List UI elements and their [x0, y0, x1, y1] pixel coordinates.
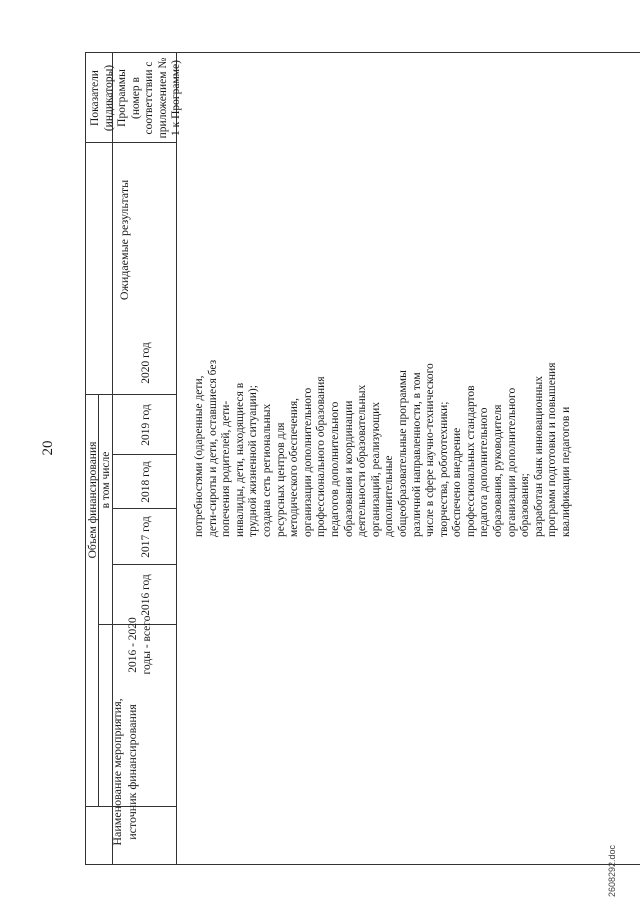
header-year-2019: 2019 год [140, 404, 152, 446]
result-line: дополнительные [383, 455, 396, 537]
result-line: квалификации педагогов и [560, 406, 573, 537]
result-line: образования; [519, 473, 532, 537]
result-line: организаций, реализующих [369, 402, 382, 537]
header-year-2020: 2020 год [140, 342, 152, 384]
result-line: деятельности образовательных [356, 384, 369, 537]
result-line: инвалиды, дети, находящиеся в [233, 382, 246, 537]
header-indicators: Показатели (индикаторы) Программы (номер в соответствии с приложением № 1 к Программе) [89, 57, 182, 139]
result-line: обеспечено внедрение [451, 427, 464, 537]
result-line: создана сеть региональных [260, 403, 273, 537]
page-number: 20 [40, 440, 56, 456]
result-line: организации дополнительного [301, 387, 314, 537]
result-line: трудной жизненной ситуации); [247, 385, 260, 537]
result-line: организации дополнительного [505, 387, 518, 537]
header-year-2017: 2017 год [140, 516, 152, 558]
col-sep-results [85, 142, 176, 143]
result-line: методического обеспечения, [288, 397, 301, 537]
result-line: разработан банк инновационных [532, 375, 545, 537]
document-code: 2608292.doc [607, 844, 617, 897]
result-line: образования и координации [342, 400, 355, 537]
header-year-2018: 2018 год [140, 461, 152, 503]
header-event-name: Наименование мероприятия, источник финансирования [110, 698, 139, 846]
table-border-right [85, 52, 640, 53]
table-rule-header-bottom [176, 53, 177, 865]
result-line: педагога дополнительного [478, 407, 491, 537]
result-line: образования, руководителя [492, 404, 505, 537]
result-line: творчества, робототехники; [437, 401, 450, 537]
header-including: в том числе [100, 451, 112, 509]
result-line: педагогов дополнительного [328, 401, 341, 537]
result-line: попечения родителей, дети- [220, 400, 233, 537]
header-expected-results: Ожидаемые результаты [117, 179, 131, 301]
header-total: 2016 - 2020 годы - всего [127, 615, 153, 675]
expected-results-text [193, 275, 574, 537]
result-line: программ подготовки и повышения [546, 362, 559, 537]
result-line: числе в сфере научно-технического [424, 363, 437, 537]
result-line: различной направленности, в том [410, 372, 423, 537]
table-border-left [85, 864, 640, 865]
header-funding-volume: Объем финансирования [87, 441, 99, 559]
result-line: профессионального образования [315, 376, 328, 537]
result-line: потребностями (одаренные дети, [193, 375, 205, 537]
result-line: ресурсных центров для [274, 422, 287, 537]
result-line: профессиональных стандартов [464, 385, 477, 537]
result-line: дети-сироты и дети, оставшиеся без [206, 359, 219, 537]
result-line: общеобразовательные программы [396, 370, 409, 537]
header-year-2016: 2016 год [140, 574, 152, 616]
